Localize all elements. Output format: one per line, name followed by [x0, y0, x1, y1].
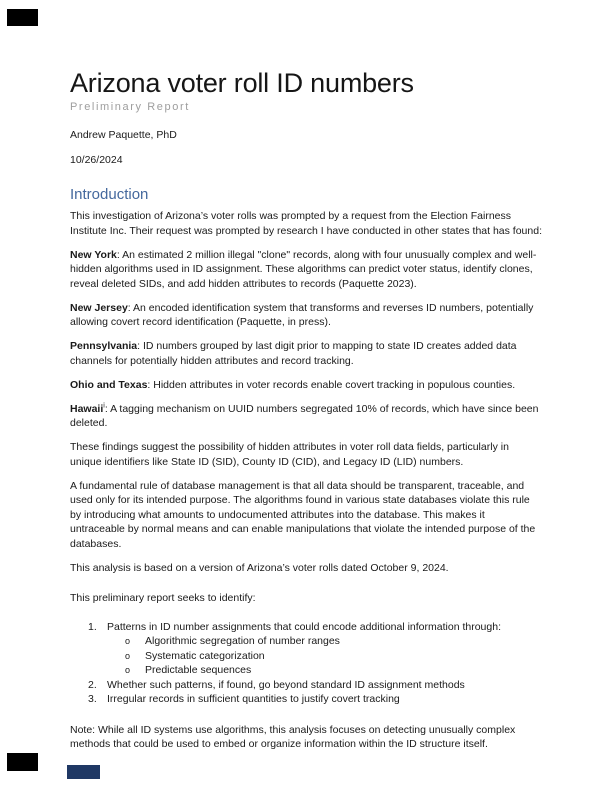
intro-lead-paragraph: This investigation of Arizona’s voter rolls was prompted by a request from the Election Fairness Institute Inc. Their request was prompted by research I have conducted in other states that has found: — [70, 210, 542, 237]
finding-new-jersey — [70, 301, 542, 330]
finding-text: : A tagging mechanism on UUID numbers segregated 10% of records, which have since been deleted. — [70, 402, 539, 429]
sub-bullet-glyph: o — [125, 636, 131, 646]
list-item-text: Patterns in ID number assignments that could encode additional information through: — [107, 620, 501, 633]
list-subitem — [70, 649, 542, 664]
database-rule-paragraph: A fundamental rule of database management is that all data should be transparent, traceable, and used only for its intended purpose. The algorithms found in various state databases violate this rule by introducing what amounts to undocumented attributes into the database. This makes it untraceable by normal means and can enable manipulations that violate the intended purpose of the databases. — [70, 479, 536, 550]
finding-label: Hawaii — [70, 402, 104, 415]
introduction-section — [70, 186, 542, 752]
finding-label: Ohio and Texas — [70, 378, 148, 391]
navy-marker-bottom — [67, 765, 100, 779]
document-header — [70, 68, 542, 166]
note-paragraph: Note: While all ID systems use algorithms, this analysis focuses on detecting unusually complex methods that could be used to embed or organize information within the ID structure itself. — [70, 723, 516, 750]
summary-paragraph: These findings suggest the possibility of hidden attributes in voter roll data fields, particularly in unique identifiers like State ID (SID), County ID (CID), and Legacy ID (LID) numbers. — [70, 441, 509, 468]
list-subitem-text: Algorithmic segregation of number ranges — [145, 635, 340, 647]
finding-label: New York — [70, 248, 117, 261]
finding-text: : An encoded identification system that transforms and reverses ID numbers, potentially allowing covert record identification (Paquette, in press). — [70, 301, 534, 328]
finding-ohio-texas — [70, 378, 542, 393]
analysis-basis-paragraph: This analysis is based on a version of Arizona’s voter rolls dated October 9, 2024. — [70, 561, 449, 574]
list-item — [70, 678, 542, 693]
list-item-number: 1. — [88, 620, 97, 633]
list-subitem — [70, 634, 542, 649]
list-item-text: Whether such patterns, if found, go beyond standard ID assignment methods — [107, 678, 465, 691]
goals-intro-paragraph: This preliminary report seeks to identify: — [70, 592, 256, 604]
list-item-text: Irregular records in sufficient quantities to justify covert tracking — [107, 693, 400, 705]
section-heading-introduction: Introduction — [70, 186, 149, 203]
finding-text: : Hidden attributes in voter records enable covert tracking in populous counties. — [147, 378, 516, 391]
sub-bullet-glyph: o — [125, 665, 131, 675]
list-subitem — [70, 663, 542, 678]
author-line: Andrew Paquette, PhD — [70, 129, 177, 141]
finding-text: : ID numbers grouped by last digit prior to mapping to state ID creates added data channels for potentially hidden attributes and record tracking. — [70, 340, 517, 367]
document-title: Arizona voter roll ID numbers — [70, 68, 414, 98]
date-line: 10/26/2024 — [70, 154, 123, 166]
finding-label: Pennsylvania — [70, 340, 138, 352]
finding-label: New Jersey — [70, 301, 128, 314]
list-item — [70, 692, 542, 707]
sub-bullet-glyph: o — [125, 650, 131, 661]
black-marker-bottom-left — [7, 753, 38, 771]
list-subitem-text: Predictable sequences — [145, 664, 252, 676]
finding-text: : An estimated 2 million illegal "clone" records, along with four unusually complex and well-hidden algorithms used in ID assignment. These algorithms can predict voter status, identify clones, reveal deleted SIDs, and add hidden attributes to records (Paquette 2023). — [70, 248, 537, 290]
goals-list — [70, 620, 542, 707]
list-item — [70, 620, 542, 635]
list-item-number: 2. — [88, 678, 97, 691]
endnote-marker: i — [103, 402, 105, 409]
list-item-number: 3. — [88, 693, 97, 705]
finding-hawaii — [70, 402, 542, 431]
black-marker-top-left — [7, 9, 38, 26]
finding-new-york — [70, 248, 542, 292]
document-subtitle: Preliminary Report — [70, 101, 190, 113]
list-subitem-text: Systematic categorization — [145, 649, 265, 662]
finding-pennsylvania — [70, 339, 542, 368]
